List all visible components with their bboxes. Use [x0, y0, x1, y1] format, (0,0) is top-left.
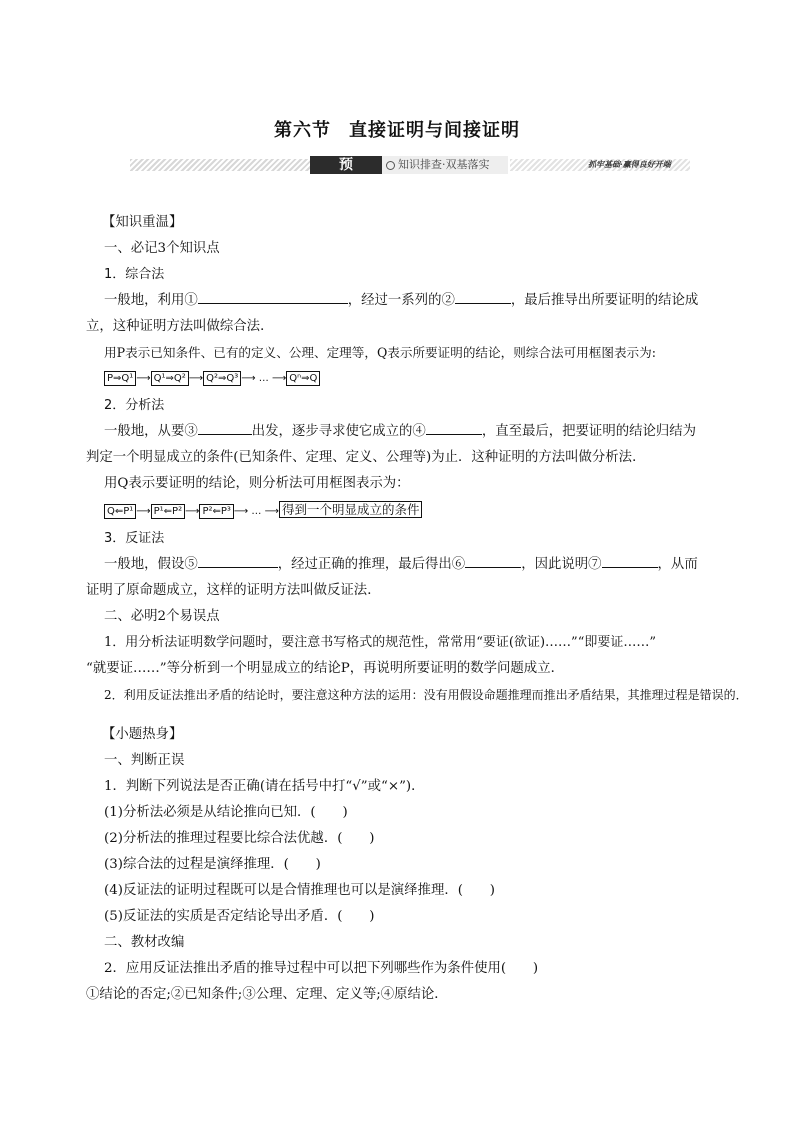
flow1-box-4: Qⁿ⇒Q	[286, 371, 320, 386]
flow2-box-2: P¹⇐P²	[151, 504, 185, 519]
blank-6[interactable]	[465, 553, 521, 568]
subheading-textbook: 二、教材改编	[104, 935, 185, 950]
flow2-box-3: P²⇐P³	[199, 504, 233, 519]
question-2-options: ①结论的否定;②已知条件;③公理、定理、定义等;④原结论．	[86, 987, 448, 1002]
pitfall-1-line2: “就要证……”等分析到一个明显成立的结论P，再说明所要证明的数学问题成立．	[86, 661, 564, 676]
statement-1: (1)分析法必须是从结论推向已知．( )	[104, 805, 348, 820]
pitfall-1-line1: 1．用分析法证明数学问题时，要注意书写格式的规范性，常常用“要证(欲证)……”“即要证……”	[104, 635, 656, 650]
item-synthesis-title: 1．综合法	[104, 267, 165, 282]
arrow-right-icon: ⟶	[188, 373, 204, 384]
contradiction-definition-line1: 一般地，假设⑤ ，经过正确的推理，最后得出⑥ ，因此说明⑦ ，从而	[104, 552, 724, 578]
subheading-pitfalls: 二、必明2个易误点	[104, 609, 220, 624]
flow2-box-1: Q⇐P¹	[104, 504, 136, 519]
flow1-box-2: Q¹⇒Q²	[151, 371, 189, 386]
synthesis-definition-line2: 立，这种证明方法叫做综合法．	[86, 319, 274, 334]
pitfall-2: 2．利用反证法推出矛盾的结论时，要注意这种方法的运用：没有用假设命题推理而推出矛盾结果，其推理过程是错误的．	[104, 688, 748, 702]
banner-slogan: 抓牢基础·赢得良好开端	[588, 159, 671, 169]
statement-5: (5)反证法的实质是否定结论导出矛盾．( )	[104, 909, 375, 924]
item-contradiction-title: 3．反证法	[104, 531, 165, 546]
blank-2[interactable]	[455, 289, 511, 304]
question-1-stem: 1．判断下列说法是否正确(请在括号中打“√”或“×”)．	[104, 779, 425, 794]
statement-2: (2)分析法的推理过程要比综合法优越．( )	[104, 831, 375, 846]
banner-tag	[310, 156, 508, 191]
analysis-definition-line1: 一般地，从要③ 出发，逐步寻求使它成立的④ ，直至最后，把要证明的结论归结为	[104, 419, 724, 445]
synthesis-flowchart	[104, 370, 724, 387]
flow1-box-1: P⇒Q¹	[104, 371, 136, 386]
statement-4: (4)反证法的证明过程既可以是合情推理也可以是演绎推理．( )	[104, 883, 495, 898]
preview-banner	[130, 156, 690, 191]
blank-7[interactable]	[602, 553, 658, 568]
arrow-dots-icon: ⟶ … ⟶	[241, 373, 287, 384]
main-content	[86, 210, 748, 1008]
banner-stripe-left	[130, 159, 310, 171]
page-title	[0, 116, 794, 142]
circle-dot-icon	[386, 161, 395, 170]
banner-subtitle-text: 知识排查·双基落实	[398, 158, 490, 171]
flow1-box-3: Q²⇒Q³	[203, 371, 241, 386]
analysis-flowchart	[104, 501, 724, 520]
arrow-right-icon: ⟶	[136, 506, 151, 517]
arrow-right-icon: ⟶	[185, 506, 200, 517]
synthesis-definition-line1: 一般地，利用① ，经过一系列的② ，最后推导出所要证明的结论成	[104, 288, 724, 314]
question-2-stem: 2．应用反证法推出矛盾的推导过程中可以把下列哪些作为条件使用( )	[104, 961, 539, 976]
banner-tag-label: 预 习	[310, 156, 382, 174]
analysis-notation: 用Q表示要证明的结论，则分析法可用框图表示为：	[104, 476, 410, 491]
section-title: 直接证明与间接证明	[349, 120, 520, 141]
item-analysis-title: 2．分析法	[104, 398, 165, 413]
arrow-right-icon: ⟶	[136, 373, 151, 384]
flow2-box-4: 得到一个明显成立的条件	[279, 501, 423, 518]
synthesis-notation: 用P表示已知条件、已有的定义、公理、定理等，Q表示所要证明的结论，则综合法可用框图表示为:	[104, 345, 656, 360]
section-heading-review: 【知识重温】	[102, 215, 183, 230]
section-number: 第六节	[274, 120, 331, 141]
banner-subtitle	[386, 156, 490, 174]
arrow-dots-icon: ⟶ … ⟶	[233, 506, 279, 517]
statement-3: (3)综合法的过程是演绎推理．( )	[104, 857, 321, 872]
subheading-true-false: 一、判断正误	[104, 753, 185, 768]
blank-4[interactable]	[426, 420, 482, 435]
contradiction-definition-line2: 证明了原命题成立，这样的证明方法叫做反证法．	[86, 583, 381, 598]
subheading-knowledge: 一、必记3个知识点	[104, 241, 220, 256]
section-heading-warmup: 【小题热身】	[102, 727, 183, 742]
blank-5[interactable]	[198, 553, 278, 568]
blank-3[interactable]	[198, 420, 252, 435]
analysis-definition-line2: 判定一个明显成立的条件(已知条件、定理、定义、公理等)为止．这种证明的方法叫做分析法．	[86, 450, 646, 465]
blank-1[interactable]	[198, 289, 348, 304]
